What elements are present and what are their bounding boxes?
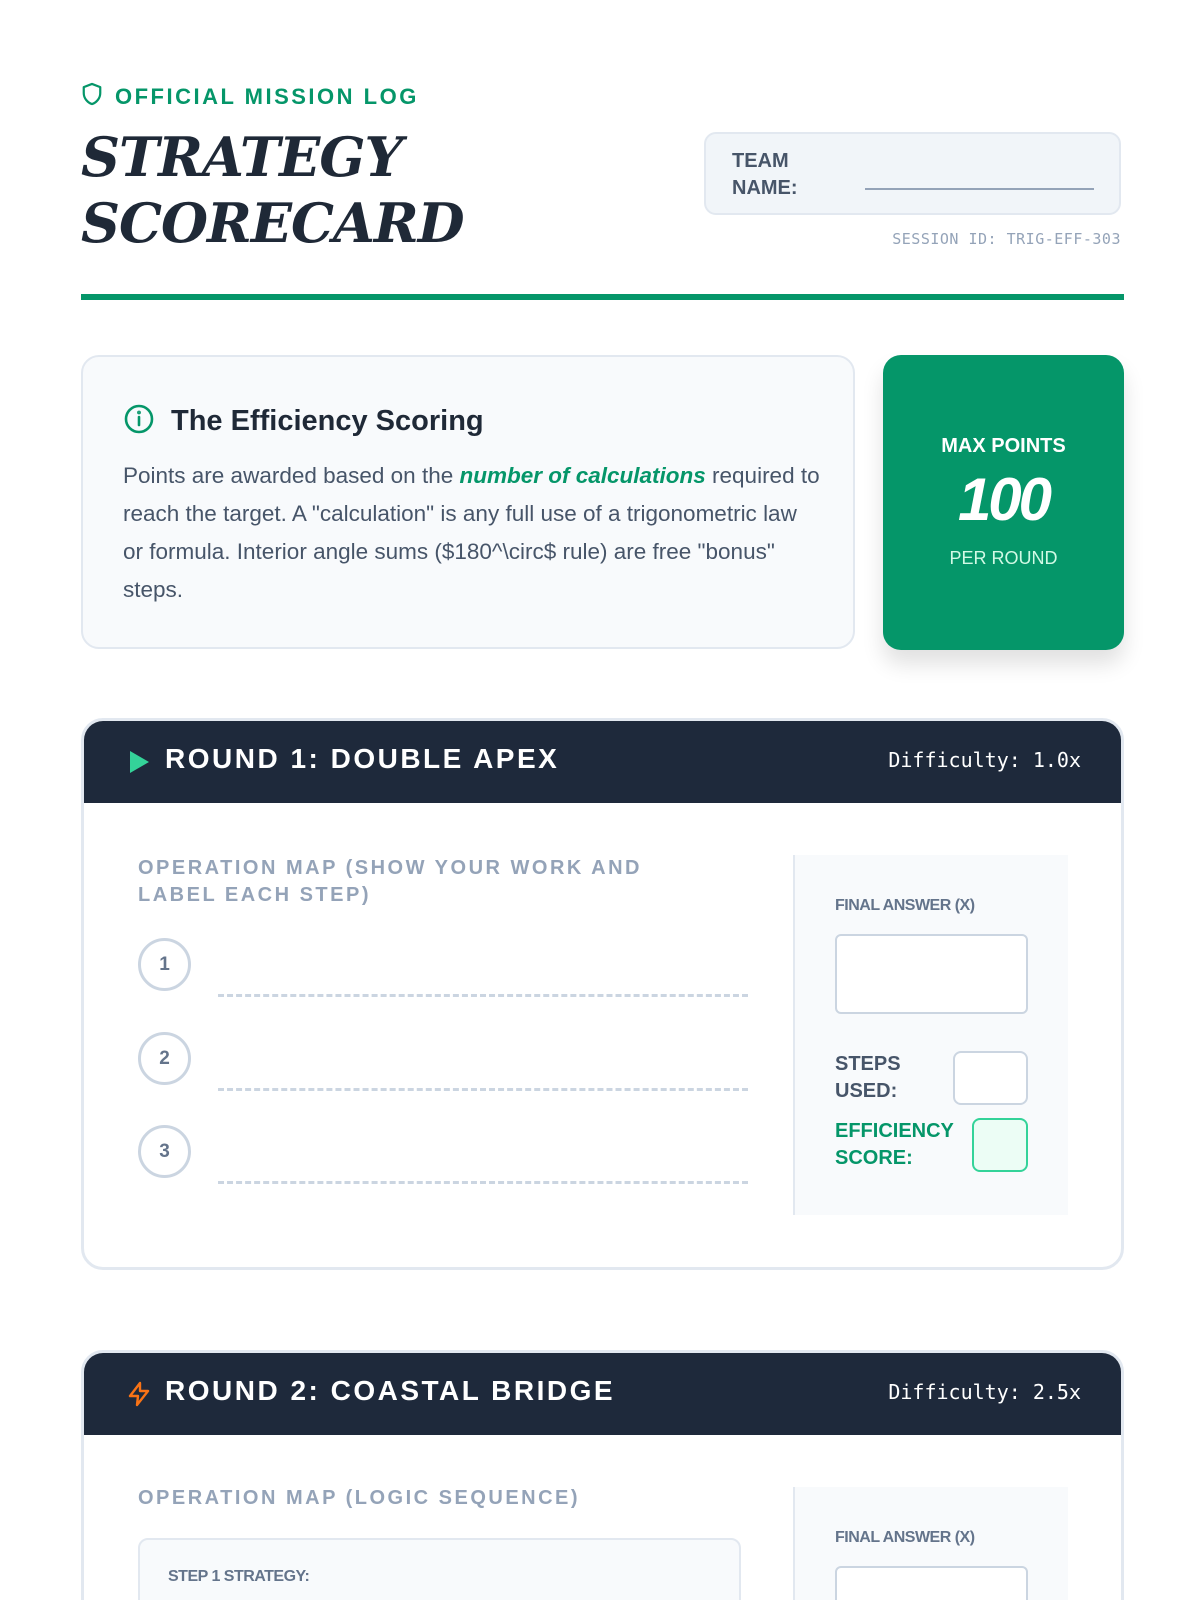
step-1-strategy-label: STEP 1 STRATEGY:	[168, 1568, 310, 1585]
team-name-field[interactable]	[704, 132, 1121, 215]
max-points-value: 100	[957, 466, 1050, 533]
round-1-difficulty: Difficulty: 1.0x	[888, 748, 1081, 772]
round-2-difficulty: Difficulty: 2.5x	[888, 1380, 1081, 1404]
team-name-label: TEAM NAME:	[732, 150, 798, 199]
final-answer-input[interactable]	[835, 934, 1028, 1014]
eyebrow	[81, 82, 419, 112]
info-title: The Efficiency Scoring	[171, 405, 484, 437]
round-2-operation-heading: OPERATION MAP (LOGIC SEQUENCE)	[138, 1487, 581, 1509]
step-number: 2	[138, 1032, 191, 1085]
round-2-title: ROUND 2: COASTAL BRIDGE	[165, 1375, 616, 1406]
title-line-2: SCORECARD	[81, 191, 464, 255]
header-divider	[81, 294, 1124, 300]
step-row[interactable]	[138, 1032, 748, 1092]
page-title	[81, 124, 464, 256]
info-body-end: required to reach the target. A "calculation" is any full use of a trigonometric law or formula. Interior angle sums ($180^\circ$ rule) are free "bonus" steps.	[123, 463, 820, 602]
info-header	[123, 403, 484, 440]
step-answer-line[interactable]	[218, 994, 748, 997]
shield-icon	[81, 82, 103, 112]
info-body-emphasis: number of calculations	[459, 463, 706, 488]
steps-used-input[interactable]	[953, 1051, 1028, 1105]
efficiency-score-label: EFFICIENCY SCORE:	[835, 1120, 954, 1169]
final-answer-label: FINAL ANSWER (X)	[835, 1529, 975, 1546]
step-number: 3	[138, 1125, 191, 1178]
step-row[interactable]	[138, 1125, 748, 1185]
step-answer-line[interactable]	[218, 1088, 748, 1091]
play-icon	[126, 749, 152, 775]
info-icon	[123, 403, 155, 440]
step-1-strategy-box[interactable]	[138, 1538, 741, 1600]
session-id: SESSION ID: TRIG-EFF-303	[892, 230, 1121, 248]
info-body	[123, 457, 823, 609]
round-1-answer-panel	[793, 855, 1068, 1215]
round-1-title: ROUND 1: DOUBLE APEX	[165, 743, 560, 774]
efficiency-score-input[interactable]	[972, 1118, 1028, 1172]
lightning-icon	[126, 1381, 152, 1407]
eyebrow-label: OFFICIAL MISSION LOG	[115, 84, 419, 109]
steps-used-label: STEPS USED:	[835, 1053, 901, 1102]
max-points-label: MAX POINTS	[941, 435, 1066, 457]
round-2-answer-panel	[793, 1487, 1068, 1600]
round-2-header	[84, 1353, 1121, 1435]
step-number: 1	[138, 938, 191, 991]
max-points-sub: PER ROUND	[949, 548, 1058, 568]
max-points-card	[883, 355, 1124, 650]
final-answer-input[interactable]	[835, 1566, 1028, 1600]
title-line-1: STRATEGY	[81, 125, 403, 189]
step-answer-line[interactable]	[218, 1181, 748, 1184]
step-row[interactable]	[138, 938, 748, 998]
header	[81, 80, 1124, 300]
round-2-card	[81, 1350, 1124, 1600]
team-name-input-line[interactable]	[865, 188, 1094, 190]
final-answer-label: FINAL ANSWER (X)	[835, 897, 975, 914]
round-1-header	[84, 721, 1121, 803]
info-body-start: Points are awarded based on the	[123, 463, 460, 488]
round-1-operation-heading: OPERATION MAP (SHOW YOUR WORK AND LABEL EACH STEP)	[138, 857, 642, 906]
efficiency-info-card	[81, 355, 855, 649]
round-1-card	[81, 718, 1124, 1270]
